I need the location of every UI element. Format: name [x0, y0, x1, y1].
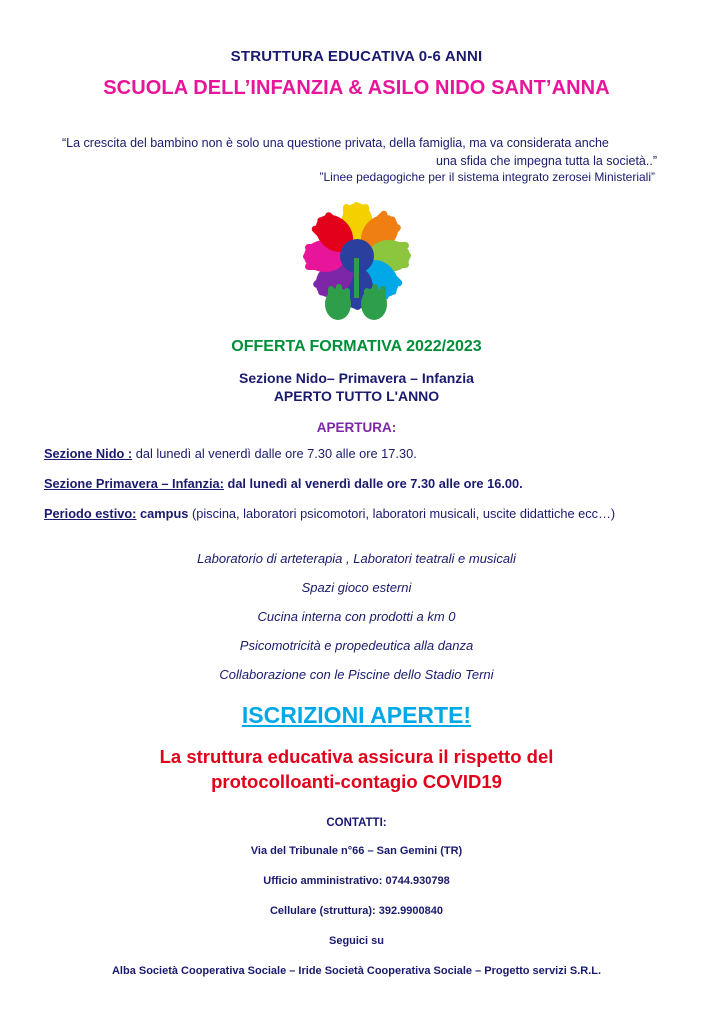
hours-row-primavera-infanzia — [44, 475, 669, 493]
hours-row-nido — [44, 445, 669, 463]
summer-label: Periodo estivo: — [44, 505, 137, 521]
quote-line-2: una sfida che impegna tutta la società..” — [436, 154, 657, 169]
covid-notice — [44, 745, 669, 795]
enrollment-cta: ISCRIZIONI APERTE! — [241, 701, 472, 728]
summer-keyword: campus — [140, 505, 189, 521]
leaf-handprint-right — [361, 284, 387, 320]
offer-title: OFFERTA FORMATIVA 2022/2023 — [231, 338, 482, 356]
hours-value-nido: dal lunedì al venerdì dalle ore 7.30 alle ore 17.30. — [135, 446, 417, 462]
covid-line-1: La struttura educativa assicura il rispetto del — [159, 745, 554, 767]
quote-source: ”Linee pedagogiche per il sistema integrato zerosei Ministeriali” — [319, 170, 655, 185]
apertura-heading: APERTURA: — [316, 420, 397, 436]
page-title: SCUOLA DELL’INFANZIA & ASILO NIDO SANT’ANNA — [103, 77, 610, 99]
activities-list — [44, 551, 669, 682]
partner-organizations: Alba Società Cooperativa Sociale – Iride Società Cooperativa Sociale – Progetto servizi S.R.L. — [111, 964, 602, 977]
handprint-flower-logo — [262, 200, 452, 330]
activity-item: Spazi gioco esterni — [301, 579, 412, 595]
leaf-handprint-left — [325, 284, 351, 320]
follow-us-label: Seguici su — [328, 934, 385, 947]
activity-item: Cucina interna con prodotti a km 0 — [257, 608, 456, 624]
logo-container — [44, 200, 669, 330]
quote-line-1: “La crescita del bambino non è solo una questione privata, della famiglia, ma va considerata anche — [62, 136, 609, 150]
page-pretitle: STRUTTURA EDUCATIVA 0-6 ANNI — [230, 48, 483, 65]
hours-row-summer — [44, 505, 669, 523]
activity-item: Psicomotricità e propedeutica alla danza — [239, 637, 474, 653]
activity-item: Collaborazione con le Piscine dello Stadio Terni — [219, 666, 494, 682]
covid-line-2: protocolloanti-contagio COVID19 — [211, 770, 502, 792]
activity-item: Laboratorio di arteterapia , Laboratori teatrali e musicali — [197, 550, 516, 566]
hours-value-primavera-infanzia: dal lunedì al venerdì dalle ore 7.30 alle ore 16.00. — [227, 476, 523, 492]
contact-office-phone: Ufficio amministrativo: 0744.930798 — [263, 874, 450, 887]
open-all-year: APERTO TUTTO L'ANNO — [273, 388, 440, 405]
contacts-heading: CONTATTI: — [326, 816, 387, 829]
hours-label-nido: Sezione Nido : — [44, 446, 133, 462]
contact-address: Via del Tribunale n°66 – San Gemini (TR) — [250, 844, 463, 857]
offer-sections: Sezione Nido– Primavera – Infanzia — [239, 370, 474, 387]
contact-mobile-phone: Cellulare (struttura): 392.9900840 — [269, 904, 444, 917]
summer-value: (piscina, laboratori psicomotori, laboratori musicali, uscite didattiche ecc…) — [191, 505, 616, 521]
hours-label-primavera-infanzia: Sezione Primavera – Infanzia: — [44, 476, 224, 492]
